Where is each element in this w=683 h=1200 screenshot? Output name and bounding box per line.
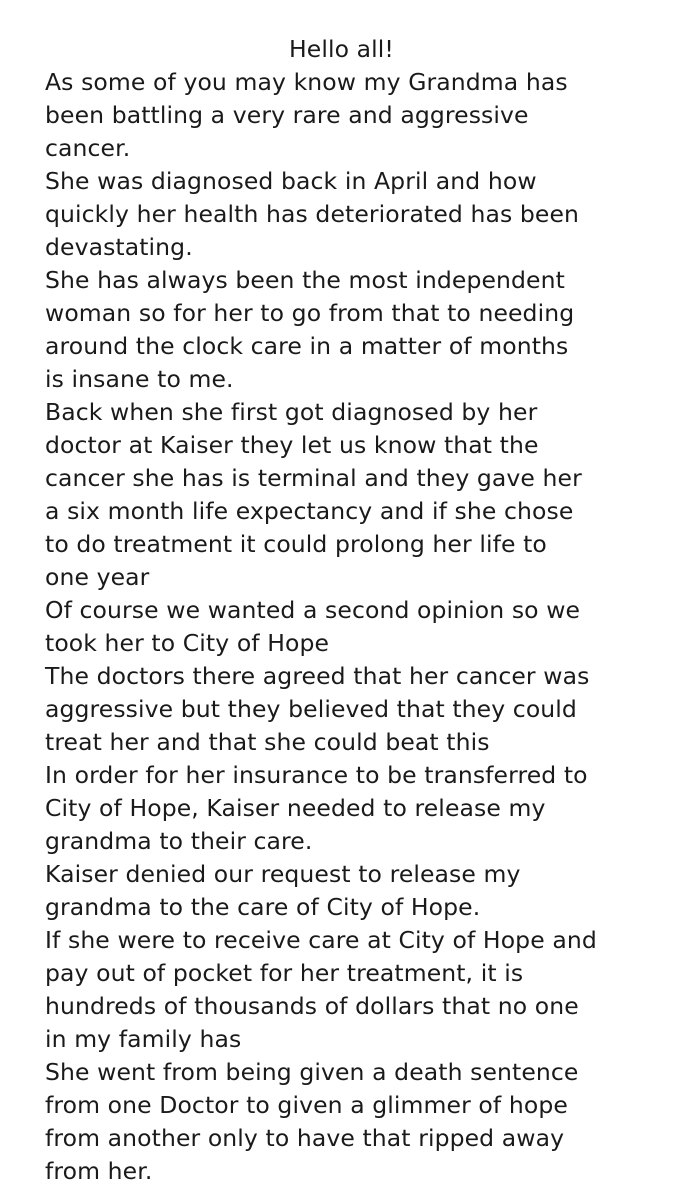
note-line: took her to City of Hope xyxy=(45,629,330,657)
note-line: The doctors there agreed that her cancer was xyxy=(45,662,590,690)
note-line: in my family has xyxy=(45,1025,242,1053)
note-line: from her. xyxy=(45,1157,153,1185)
note-line: devastating. xyxy=(45,233,193,261)
note-line: woman so for her to go from that to needing xyxy=(45,299,575,327)
note-line: grandma to the care of City of Hope. xyxy=(45,893,481,921)
note-line: doctor at Kaiser they let us know that the xyxy=(45,431,539,459)
note-line: In order for her insurance to be transferred to xyxy=(45,761,588,789)
note-line: aggressive but they believed that they could xyxy=(45,695,577,723)
note-line: around the clock care in a matter of months xyxy=(45,332,569,360)
note-title: Hello all! xyxy=(289,35,394,63)
note-line: treat her and that she could beat this xyxy=(45,728,490,756)
note-line: from another only to have that ripped away xyxy=(45,1124,565,1152)
note-line: cancer. xyxy=(45,134,131,162)
note-line: is insane to me. xyxy=(45,365,234,393)
note-line: a six month life expectancy and if she chose xyxy=(45,497,574,525)
note-line: She has always been the most independent xyxy=(45,266,565,294)
note-line: As some of you may know my Grandma has xyxy=(45,68,568,96)
note-line: If she were to receive care at City of Hope and xyxy=(45,926,597,954)
note-line: grandma to their care. xyxy=(45,827,313,855)
note-line: to do treatment it could prolong her life to xyxy=(45,530,547,558)
note-line: quickly her health has deteriorated has been xyxy=(45,200,579,228)
note-line: been battling a very rare and aggressive xyxy=(45,101,529,129)
note-line: City of Hope, Kaiser needed to release my xyxy=(45,794,546,822)
note-line: Back when she first got diagnosed by her xyxy=(45,398,538,426)
note-line: Of course we wanted a second opinion so we xyxy=(45,596,581,624)
note-line: She went from being given a death sentence xyxy=(45,1058,579,1086)
note-line: pay out of pocket for her treatment, it is xyxy=(45,959,524,987)
note-line: cancer she has is terminal and they gave her xyxy=(45,464,582,492)
note-line: She was diagnosed back in April and how xyxy=(45,167,537,195)
note-line: hundreds of thousands of dollars that no one xyxy=(45,992,579,1020)
note-line: Kaiser denied our request to release my xyxy=(45,860,521,888)
note-line: one year xyxy=(45,563,150,591)
note-line: from one Doctor to given a glimmer of hope xyxy=(45,1091,568,1119)
